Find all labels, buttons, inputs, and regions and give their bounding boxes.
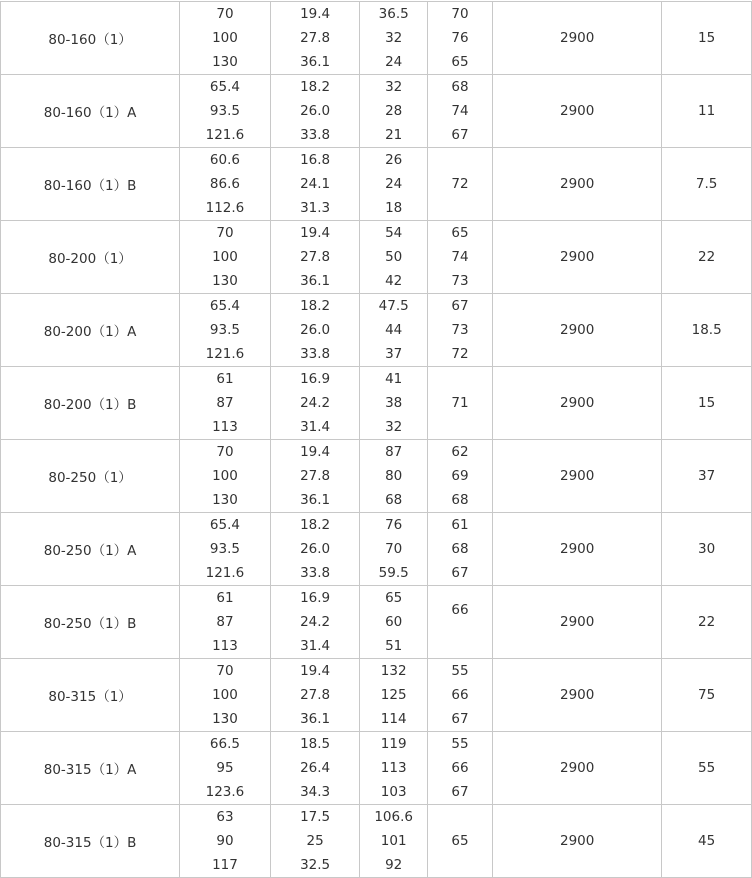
- flow-cell-value: 93.5: [209, 103, 240, 119]
- speed-cell: 2900: [493, 75, 662, 148]
- table-row: [1, 513, 752, 586]
- model-cell: 80-200（1）: [1, 221, 180, 294]
- table-row: [1, 367, 752, 440]
- head-cell: [360, 367, 428, 440]
- flow-m3-cell: [270, 221, 360, 294]
- head-cell-value: 32: [385, 79, 403, 95]
- flow-m3-cell-value: 31.3: [300, 200, 331, 216]
- head-cell-value: 119: [380, 736, 407, 752]
- flow-cell-value: 117: [212, 857, 238, 873]
- efficiency-cell: [427, 805, 492, 878]
- flow-cell-value: 60.6: [209, 152, 240, 168]
- flow-m3-cell-value: 27.8: [300, 30, 331, 46]
- head-cell-value: 26: [385, 152, 403, 168]
- flow-cell-value: 100: [212, 687, 238, 703]
- efficiency-cell-value: 68: [451, 541, 469, 557]
- efficiency-cell: [427, 367, 492, 440]
- flow-m3-cell-value: 16.9: [300, 371, 331, 387]
- flow-m3-cell-value: 18.2: [300, 517, 331, 533]
- efficiency-cell-value: 67: [451, 711, 469, 727]
- head-cell-value: 60: [385, 614, 403, 630]
- head-cell-value: 80: [385, 468, 403, 484]
- head-cell: [360, 221, 428, 294]
- flow-cell-value: 93.5: [209, 322, 240, 338]
- table-row: [1, 294, 752, 367]
- efficiency-cell-value: 72: [451, 346, 469, 362]
- flow-m3-cell-value: 26.0: [300, 541, 331, 557]
- power-cell: 37: [662, 440, 752, 513]
- head-cell-value: 42: [385, 273, 403, 289]
- flow-cell-value: 65.4: [209, 517, 240, 533]
- head-cell-value: 103: [380, 784, 407, 800]
- flow-m3-cell: [270, 75, 360, 148]
- efficiency-cell-value: 74: [451, 249, 469, 265]
- flow-m3-cell-value: 27.8: [300, 687, 331, 703]
- efficiency-cell: [427, 659, 492, 732]
- head-cell-value: 44: [385, 322, 403, 338]
- flow-m3-cell-value: 19.4: [300, 6, 331, 22]
- model-cell: 80-315（1）B: [1, 805, 180, 878]
- speed-cell: 2900: [493, 440, 662, 513]
- head-cell: [360, 294, 428, 367]
- flow-m3-cell-value: 19.4: [300, 225, 331, 241]
- table-row: [1, 732, 752, 805]
- head-cell: [360, 586, 428, 659]
- table-row: [1, 2, 752, 75]
- flow-cell-value: 70: [216, 663, 234, 679]
- model-cell: 80-250（1）B: [1, 586, 180, 659]
- power-cell: 15: [662, 2, 752, 75]
- flow-m3-cell-value: 27.8: [300, 468, 331, 484]
- flow-m3-cell: [270, 294, 360, 367]
- speed-cell: 2900: [493, 586, 662, 659]
- head-cell-value: 47.5: [378, 298, 409, 314]
- flow-m3-cell: [270, 732, 360, 805]
- model-cell: 80-250（1）: [1, 440, 180, 513]
- efficiency-cell-value: 67: [451, 784, 469, 800]
- efficiency-cell-value: 66: [451, 760, 469, 776]
- flow-m3-cell-value: 33.8: [300, 565, 331, 581]
- efficiency-cell: [427, 586, 492, 659]
- flow-cell-value: 113: [212, 638, 238, 654]
- flow-m3-cell-value: 25: [306, 833, 324, 849]
- flow-cell: [180, 367, 271, 440]
- table-body: [1, 2, 752, 878]
- flow-cell-value: 65.4: [209, 298, 240, 314]
- head-cell-value: 50: [385, 249, 403, 265]
- model-cell: 80-200（1）A: [1, 294, 180, 367]
- model-cell: 80-160（1）A: [1, 75, 180, 148]
- flow-cell-value: 87: [216, 614, 234, 630]
- head-cell: [360, 732, 428, 805]
- flow-cell-value: 100: [212, 30, 238, 46]
- efficiency-cell-value: 70: [451, 6, 469, 22]
- flow-cell-value: 93.5: [209, 541, 240, 557]
- efficiency-cell: [427, 513, 492, 586]
- flow-cell-value: 61: [216, 371, 234, 387]
- flow-cell-value: 121.6: [205, 127, 245, 143]
- flow-m3-cell-value: 24.2: [300, 614, 331, 630]
- flow-cell: [180, 294, 271, 367]
- power-cell: 30: [662, 513, 752, 586]
- head-cell: [360, 805, 428, 878]
- flow-m3-cell-value: 24.2: [300, 395, 331, 411]
- efficiency-cell-value: 67: [451, 565, 469, 581]
- speed-cell: 2900: [493, 2, 662, 75]
- flow-cell-value: 100: [212, 249, 238, 265]
- head-cell-value: 24: [385, 54, 403, 70]
- head-cell-value: 36.5: [378, 6, 409, 22]
- head-cell-value: 21: [385, 127, 403, 143]
- head-cell-value: 24: [385, 176, 403, 192]
- model-cell: 80-200（1）B: [1, 367, 180, 440]
- flow-cell-value: 90: [216, 833, 234, 849]
- flow-m3-cell-value: 36.1: [300, 492, 331, 508]
- pump-spec-table: [0, 1, 752, 878]
- efficiency-cell: [427, 2, 492, 75]
- flow-m3-cell-value: 18.2: [300, 298, 331, 314]
- head-cell-value: 106.6: [374, 809, 413, 825]
- flow-cell-value: 123.6: [205, 784, 245, 800]
- flow-m3-cell-value: 24.1: [300, 176, 331, 192]
- head-cell: [360, 440, 428, 513]
- speed-cell: 2900: [493, 148, 662, 221]
- efficiency-cell-value: 73: [451, 322, 469, 338]
- head-cell-value: 37: [385, 346, 403, 362]
- table-row: [1, 148, 752, 221]
- efficiency-cell-value: 65: [451, 54, 469, 70]
- efficiency-cell-value: 68: [451, 492, 469, 508]
- speed-cell: 2900: [493, 221, 662, 294]
- head-cell-value: 87: [385, 444, 403, 460]
- flow-m3-cell-value: 16.8: [300, 152, 331, 168]
- flow-cell: [180, 659, 271, 732]
- flow-m3-cell-value: 19.4: [300, 663, 331, 679]
- speed-cell: 2900: [493, 294, 662, 367]
- flow-m3-cell-value: 36.1: [300, 54, 331, 70]
- power-cell: 22: [662, 586, 752, 659]
- head-cell-value: 101: [380, 833, 407, 849]
- model-cell: 80-315（1）A: [1, 732, 180, 805]
- efficiency-cell-value: 61: [451, 517, 469, 533]
- flow-m3-cell-value: 18.2: [300, 79, 331, 95]
- efficiency-cell-value: 55: [451, 663, 469, 679]
- flow-m3-cell-value: 27.8: [300, 249, 331, 265]
- table-row: [1, 440, 752, 513]
- power-cell: 7.5: [662, 148, 752, 221]
- power-cell: 55: [662, 732, 752, 805]
- flow-m3-cell-value: 19.4: [300, 444, 331, 460]
- flow-m3-cell-value: 34.3: [300, 784, 331, 800]
- table-row: [1, 221, 752, 294]
- flow-m3-cell: [270, 2, 360, 75]
- head-cell-value: 54: [385, 225, 403, 241]
- table-row: [1, 586, 752, 659]
- flow-cell: [180, 732, 271, 805]
- model-cell: 80-250（1）A: [1, 513, 180, 586]
- head-cell-value: 51: [385, 638, 403, 654]
- head-cell-value: 32: [385, 30, 403, 46]
- flow-cell-value: 100: [212, 468, 238, 484]
- flow-m3-cell-value: 17.5: [300, 809, 331, 825]
- efficiency-cell-value: 68: [451, 79, 469, 95]
- head-cell: [360, 659, 428, 732]
- flow-m3-cell: [270, 148, 360, 221]
- flow-m3-cell-value: 32.5: [300, 857, 331, 873]
- efficiency-cell-value: 71: [451, 395, 469, 411]
- flow-m3-cell: [270, 805, 360, 878]
- head-cell-value: 70: [385, 541, 403, 557]
- power-cell: 18.5: [662, 294, 752, 367]
- efficiency-cell: [427, 440, 492, 513]
- model-cell: 80-160（1）: [1, 2, 180, 75]
- flow-cell: [180, 440, 271, 513]
- head-cell-value: 38: [385, 395, 403, 411]
- flow-cell: [180, 586, 271, 659]
- flow-cell-value: 70: [216, 6, 234, 22]
- efficiency-cell-value: 67: [451, 127, 469, 143]
- flow-m3-cell: [270, 586, 360, 659]
- flow-m3-cell-value: 36.1: [300, 711, 331, 727]
- flow-cell-value: 121.6: [205, 565, 245, 581]
- flow-cell-value: 61: [216, 590, 234, 606]
- flow-m3-cell-value: 36.1: [300, 273, 331, 289]
- table-row: [1, 75, 752, 148]
- flow-cell-value: 86.6: [209, 176, 240, 192]
- head-cell: [360, 75, 428, 148]
- efficiency-cell-value: 65: [451, 833, 469, 849]
- flow-cell: [180, 75, 271, 148]
- head-cell-value: 41: [385, 371, 403, 387]
- flow-m3-cell-value: 31.4: [300, 638, 331, 654]
- efficiency-cell-value: 66: [451, 687, 469, 703]
- efficiency-cell-value: 66: [451, 602, 469, 618]
- head-cell-value: 65: [385, 590, 403, 606]
- efficiency-cell-value: 74: [451, 103, 469, 119]
- efficiency-cell: [427, 294, 492, 367]
- table-row: [1, 805, 752, 878]
- flow-m3-cell-value: 26.4: [300, 760, 331, 776]
- head-cell-value: 68: [385, 492, 403, 508]
- flow-m3-cell-value: 18.5: [300, 736, 331, 752]
- efficiency-cell-value: 62: [451, 444, 469, 460]
- flow-m3-cell-value: 16.9: [300, 590, 331, 606]
- speed-cell: 2900: [493, 513, 662, 586]
- efficiency-cell: [427, 221, 492, 294]
- model-cell: 80-315（1）: [1, 659, 180, 732]
- head-cell-value: 59.5: [378, 565, 409, 581]
- power-cell: 75: [662, 659, 752, 732]
- efficiency-cell: [427, 148, 492, 221]
- flow-cell-value: 130: [212, 492, 238, 508]
- flow-m3-cell: [270, 513, 360, 586]
- flow-cell-value: 70: [216, 444, 234, 460]
- flow-cell-value: 70: [216, 225, 234, 241]
- speed-cell: 2900: [493, 805, 662, 878]
- head-cell-value: 76: [385, 517, 403, 533]
- flow-cell-value: 130: [212, 54, 238, 70]
- efficiency-cell-value: 73: [451, 273, 469, 289]
- flow-cell: [180, 221, 271, 294]
- flow-cell-value: 130: [212, 711, 238, 727]
- flow-cell-value: 112.6: [205, 200, 245, 216]
- flow-m3-cell: [270, 659, 360, 732]
- efficiency-cell-value: 65: [451, 225, 469, 241]
- head-cell-value: 92: [385, 857, 403, 873]
- speed-cell: 2900: [493, 659, 662, 732]
- efficiency-cell: [427, 75, 492, 148]
- efficiency-cell: [427, 732, 492, 805]
- head-cell-value: 114: [380, 711, 407, 727]
- head-cell: [360, 513, 428, 586]
- head-cell: [360, 148, 428, 221]
- flow-m3-cell-value: 33.8: [300, 127, 331, 143]
- efficiency-cell-value: 55: [451, 736, 469, 752]
- flow-cell-value: 130: [212, 273, 238, 289]
- flow-cell: [180, 513, 271, 586]
- flow-cell-value: 65.4: [209, 79, 240, 95]
- flow-m3-cell-value: 33.8: [300, 346, 331, 362]
- flow-cell-value: 66.5: [209, 736, 240, 752]
- head-cell-value: 28: [385, 103, 403, 119]
- flow-cell-value: 87: [216, 395, 234, 411]
- flow-cell: [180, 805, 271, 878]
- power-cell: 15: [662, 367, 752, 440]
- power-cell: 45: [662, 805, 752, 878]
- efficiency-cell-value: 69: [451, 468, 469, 484]
- head-cell: [360, 2, 428, 75]
- speed-cell: 2900: [493, 367, 662, 440]
- head-cell-value: 18: [385, 200, 403, 216]
- flow-cell-value: 121.6: [205, 346, 245, 362]
- flow-cell: [180, 148, 271, 221]
- head-cell-value: 113: [380, 760, 407, 776]
- power-cell: 11: [662, 75, 752, 148]
- efficiency-cell-value: 76: [451, 30, 469, 46]
- efficiency-cell-value: 72: [451, 176, 469, 192]
- flow-cell-value: 95: [216, 760, 234, 776]
- head-cell-value: 125: [380, 687, 407, 703]
- flow-m3-cell: [270, 440, 360, 513]
- power-cell: 22: [662, 221, 752, 294]
- speed-cell: 2900: [493, 732, 662, 805]
- head-cell-value: 32: [385, 419, 403, 435]
- flow-m3-cell: [270, 367, 360, 440]
- model-cell: 80-160（1）B: [1, 148, 180, 221]
- flow-m3-cell-value: 26.0: [300, 322, 331, 338]
- efficiency-cell-value: 67: [451, 298, 469, 314]
- head-cell-value: 132: [380, 663, 407, 679]
- flow-m3-cell-value: 31.4: [300, 419, 331, 435]
- flow-cell: [180, 2, 271, 75]
- flow-cell-value: 113: [212, 419, 238, 435]
- flow-cell-value: 63: [216, 809, 234, 825]
- flow-m3-cell-value: 26.0: [300, 103, 331, 119]
- table-row: [1, 659, 752, 732]
